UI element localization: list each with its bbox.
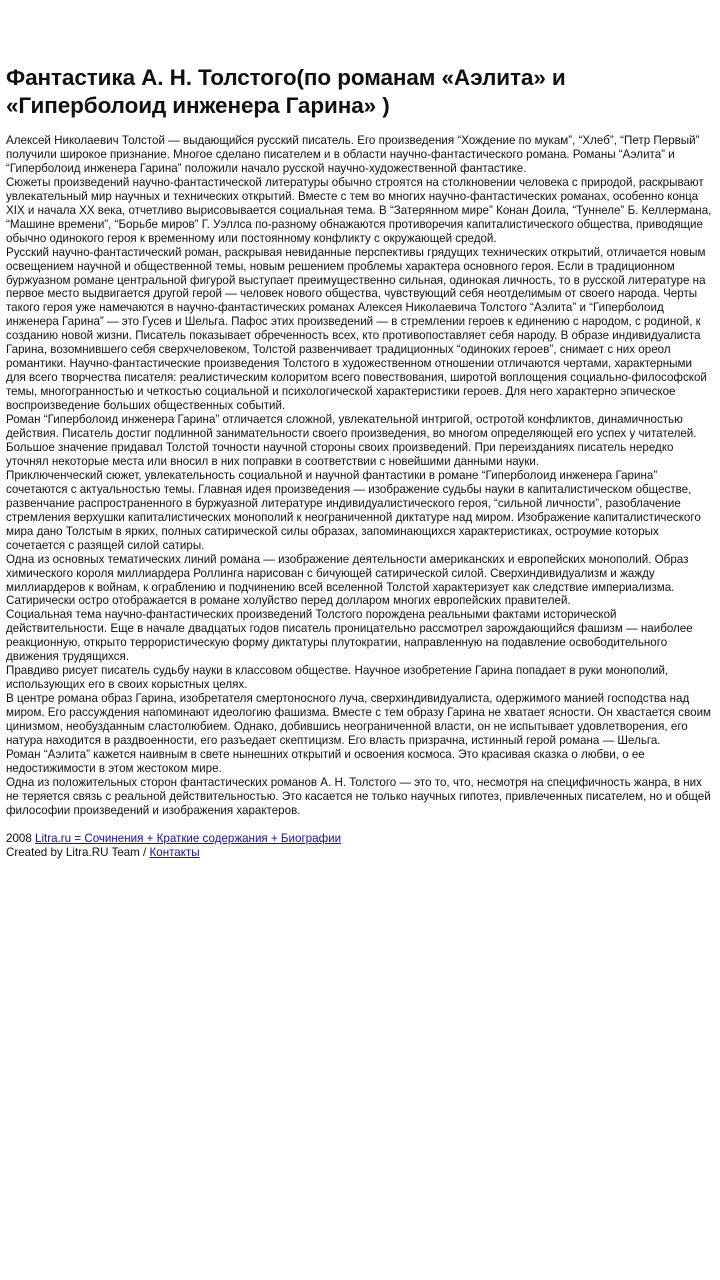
- article-paragraph: Роман “Аэлита” кажется наивным в свете нынешних открытий и освоения космоса. Это красивая сказка о любви, о ее недостижимости в этом жестоком мире.: [6, 747, 645, 775]
- contacts-link[interactable]: Контакты: [149, 845, 200, 859]
- article-paragraph: Одна из основных тематических линий романа — изображение деятельности американских и европейских монополий. Образ химического короля миллиардера Роллинга нарисован с бичующей сатирической силой. Сверхиндивидуализм и жажду миллиардеров к войнам, к ограблению и подчинению всей вселенной Толстой характеризует как следствие империализма. Сатирически остро отображается в романе холуйство перед долларом многих европейских правителей.: [6, 552, 689, 608]
- article-paragraph: Русский научно-фантастический роман, раскрывая невиданные перспективы грядущих технических открытий, отличается новым освещением научной и общественной темы, новым решением проблемы характера основного героя. Если в традиционном буржуазном романе центральной фигурой выступает преимущественно сильная, одинокая личность, то в русской литературе на первое место выдвигается другой герой — человек нового общества, чувствующий себя неотделимым от своего народа. Черты такого героя уже намечаются в научно-фантастических романах Алексея Николаевича Толстого “Аэлита” и “Гиперболоид инженера Гарина” — это Гусев и Шельга. Пафос этих произведений — в стремлении героев к единению с народом, с родиной, к созданию новой жизни. Писатель показывает обреченность всех, кто противопоставляет себя народу. В образе индивидуалиста Гарина, возомнившего себя сверхчеловеком, Толстой развенчивает традиционных “одиноких героев”, снимает с них ореол романтики. Научно-фантастические произведения Толстого в художественном отношении отличаются чертами, характерными для всего творчества писателя: реалистическим колоритом всего повествования, широтой воплощения социально-философской темы, многогранностью и четкостью социальной и психологической характеристики героев. Для него характерно эпическое воспроизведение больших общественных событий.: [6, 245, 707, 413]
- page-title: Фантастика А. Н. Толстого(по романам «Аэлита» и «Гиперболоид инженера Гарина» ): [6, 65, 566, 118]
- footer-created-by: Created by Litra.RU Team /: [6, 845, 147, 859]
- article-paragraph: Приключенческий сюжет, увлекательность социальной и научной фантастики в романе “Гиперболоид инженера Гарина” сочетаются с актуальностью темы. Главная идея произведения — изображение судьбы науки в капиталистическом обществе, развенчание распространенного в буржуазной литературе индивидуалистического героя, “сильной личности”, разоблачение стремления верхушки капиталистических монополий к неограниченной диктатуре над миром. Изображение капиталистического мира дано Толстым в ярких, полных сатирической силы образах, запоминающихся характеристиках, остроумие которых сочетается с разящей силой сатиры.: [6, 468, 701, 552]
- footer-year: 2008: [6, 831, 32, 845]
- footer-line-site: [6, 832, 714, 846]
- article-paragraph: Правдиво рисует писатель судьбу науки в классовом обществе. Научное изобретение Гарина попадает в руки монополий, использующих его в своих корыстных целях.: [6, 664, 669, 692]
- article-paragraph: Алексей Николаевич Толстой — выдающийся русский писатель. Его произведения “Хождение по мукам”, “Хлеб”, “Петр Первый” получили широкое признание. Многое сделано писателем и в области научно-фантастического романа. Романы “Аэлита” и “Гиперболоид инженера Гарина” положили начало русской научно-художественной фантастике.: [6, 134, 700, 175]
- article-body: [6, 134, 714, 818]
- article-paragraph: Роман “Гиперболоид инженера Гарина” отличается сложной, увлекательной интригой, остротой конфликтов, динамичностью действия. Писатель достиг подлинной занимательности своего произведения, во многом определяющей его успех у читателей. Большое значение придавал Толстой точности научной стороны своих произведений. При переизданиях писатель нередко уточнял некоторые места или вносил в них поправки в соответствии с новейшими данными науки.: [6, 413, 697, 468]
- page-footer: [6, 832, 714, 860]
- article-paragraph: Сюжеты произведений научно-фантастической литературы обычно строятся на столкновении человека с природой, раскрывают увлекательный мир научных и технических открытий. Вместе с тем во многих научно-фантастических романах, особенно конца XIX и начала XX века, отчетливо вырисовывается социальная тема. В “Затерянном мире” Конан Доила, “Туннеле” Б. Келлермана, “Машине времени”, “Борьбе миров” Г. Уэллса по-разному обнажаются противоречия капиталистического общества, приводящие обычно одинокого героя к временному или постоянному конфликту с окружающей средой.: [6, 175, 712, 245]
- article-paragraph: Одна из положительных сторон фантастических романов А. Н. Толстого — это то, что, несмотря на специфичность жанра, в них не теряется связь с реальной действительностью. Это касается не только научных гипотез, привлеченных писателем, но и общей философии произведений и изображения характеров.: [6, 775, 711, 817]
- site-home-link[interactable]: Litra.ru = Сочинения + Краткие содержания + Биографии: [35, 831, 342, 845]
- footer-line-credits: [6, 846, 714, 860]
- article-paragraph: Социальная тема научно-фантастических произведений Толстого порождена реальными фактами исторической действительности. Еще в начале двадцатых годов писатель проницательно рассмотрел зарождающийся фашизм — наиболее реакционную, открыто террористическую форму диктатуры плутократии, направленную на подавление освободительного движения трудящихся.: [6, 608, 693, 664]
- article-paragraph: В центре романа образ Гарина, изобретателя смертоносного луча, сверхиндивидуалиста, одержимого манией господства над миром. Его рассуждения напоминают идеологию фашизма. Вместе с тем образу Гарина не хватает ясности. Он хвастается своим цинизмом, необузданным сластолюбием. Однако, добившись неограниченной власти, он не испытывает удовлетворения, его натура находится в раздвоенности, его разъедает скептицизм. Его власть призрачна, истинный герой романа — Шельга.: [6, 692, 712, 747]
